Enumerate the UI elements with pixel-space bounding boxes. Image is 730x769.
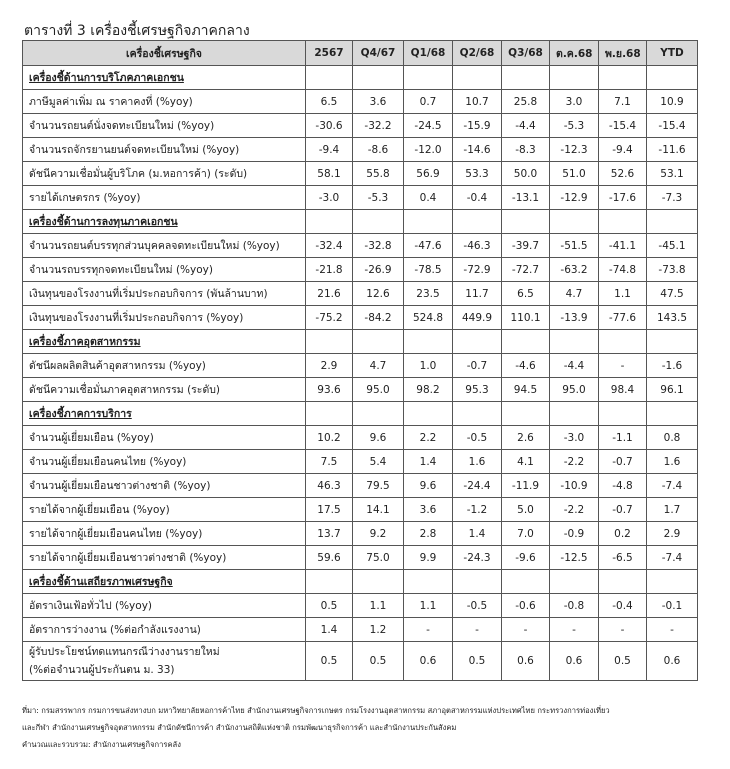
value-cell [550, 210, 599, 234]
table-row [23, 354, 698, 378]
indicator-label-line-1: ผู้รับประโยชน์ทดแทนกรณีว่างงานรายใหม่ [29, 646, 220, 658]
indicator-label: อัตราเงินเฟ้อทั่วไป (%yoy) [23, 594, 306, 618]
value-cell: -10.9 [550, 474, 599, 498]
value-cell: -24.3 [453, 546, 502, 570]
column-header-2567: 2567 [306, 41, 353, 66]
value-cell [550, 570, 599, 594]
value-cell: - [550, 618, 599, 642]
compiled-by-note: คำนวณและรวบรวม: สำนักงานเศรษฐกิจการคลัง [22, 740, 181, 749]
value-cell: 1.1 [404, 594, 453, 618]
section-title: เครื่องชี้ด้านการบริโภคภาคเอกชน [23, 66, 306, 90]
value-cell: 59.6 [306, 546, 353, 570]
value-cell: -2.2 [550, 498, 599, 522]
value-cell: 98.4 [599, 378, 647, 402]
value-cell [404, 210, 453, 234]
value-cell [306, 210, 353, 234]
value-cell: 58.1 [306, 162, 353, 186]
indicator-label [23, 642, 306, 681]
value-cell [453, 66, 502, 90]
value-cell: 95.0 [353, 378, 404, 402]
value-cell: 55.8 [353, 162, 404, 186]
value-cell: -0.5 [453, 426, 502, 450]
value-cell: 7.5 [306, 450, 353, 474]
value-cell: 4.7 [353, 354, 404, 378]
value-cell: 11.7 [453, 282, 502, 306]
indicator-label: เงินทุนของโรงงานที่เริ่มประกอบกิจการ (พันล้านบาท) [23, 282, 306, 306]
value-cell: - [453, 618, 502, 642]
column-header-q3-68: Q3/68 [502, 41, 550, 66]
value-cell: 1.2 [353, 618, 404, 642]
value-cell [404, 330, 453, 354]
value-cell: -32.8 [353, 234, 404, 258]
value-cell: -2.2 [550, 450, 599, 474]
value-cell: 56.9 [404, 162, 453, 186]
value-cell: 1.1 [599, 282, 647, 306]
value-cell: -8.3 [502, 138, 550, 162]
indicator-label: จำนวนรถยนต์บรรทุกส่วนบุคคลจดทะเบียนใหม่ (%yoy) [23, 234, 306, 258]
value-cell: 51.0 [550, 162, 599, 186]
table-row [23, 594, 698, 618]
table-row [23, 426, 698, 450]
indicator-label: ภาษีมูลค่าเพิ่ม ณ ราคาคงที่ (%yoy) [23, 90, 306, 114]
value-cell: -4.6 [502, 354, 550, 378]
column-header-oct-68: ต.ค.68 [550, 41, 599, 66]
value-cell: -30.6 [306, 114, 353, 138]
value-cell: 0.5 [306, 642, 353, 681]
value-cell: 5.0 [502, 498, 550, 522]
value-cell: 52.6 [599, 162, 647, 186]
value-cell [306, 66, 353, 90]
value-cell [404, 66, 453, 90]
value-cell: 21.6 [306, 282, 353, 306]
value-cell: -51.5 [550, 234, 599, 258]
indicator-label: เงินทุนของโรงงานที่เริ่มประกอบกิจการ (%yoy) [23, 306, 306, 330]
value-cell: 17.5 [306, 498, 353, 522]
section-title: เครื่องชี้ภาคอุตสาหกรรม [23, 330, 306, 354]
value-cell: 1.1 [353, 594, 404, 618]
value-cell: -0.7 [599, 450, 647, 474]
indicator-label: อัตราการว่างงาน (%ต่อกำลังแรงงาน) [23, 618, 306, 642]
value-cell: - [647, 618, 698, 642]
value-cell: 9.2 [353, 522, 404, 546]
value-cell: -13.1 [502, 186, 550, 210]
value-cell: -5.3 [353, 186, 404, 210]
value-cell: -12.0 [404, 138, 453, 162]
value-cell: -4.4 [502, 114, 550, 138]
value-cell: 1.4 [306, 618, 353, 642]
value-cell: -0.7 [453, 354, 502, 378]
value-cell: 2.6 [502, 426, 550, 450]
value-cell: -24.4 [453, 474, 502, 498]
indicator-label: รายได้จากผู้เยี่ยมเยือนคนไทย (%yoy) [23, 522, 306, 546]
value-cell: 2.8 [404, 522, 453, 546]
value-cell: -75.2 [306, 306, 353, 330]
value-cell: -7.3 [647, 186, 698, 210]
value-cell: 46.3 [306, 474, 353, 498]
source-note-line-1: ที่มา: กรมสรรพากร กรมการขนส่งทางบก มหาวิทยาลัยหอการค้าไทย สำนักงานเศรษฐกิจการเกษตร กรมโรงงานอุตสาหกรรม สภาอุตสาหกรรมแห่งประเทศไทย กระทรวงการท่องเที่ยว [22, 706, 610, 715]
table-row [23, 186, 698, 210]
value-cell [353, 570, 404, 594]
value-cell: -1.2 [453, 498, 502, 522]
value-cell: 47.5 [647, 282, 698, 306]
value-cell: 53.1 [647, 162, 698, 186]
value-cell: 3.6 [353, 90, 404, 114]
value-cell: 95.0 [550, 378, 599, 402]
column-header-q1-68: Q1/68 [404, 41, 453, 66]
value-cell [353, 402, 404, 426]
value-cell [550, 66, 599, 90]
value-cell: -24.5 [404, 114, 453, 138]
value-cell: -0.9 [550, 522, 599, 546]
economic-indicators-table [22, 40, 698, 681]
table-notes [22, 702, 722, 753]
value-cell [647, 210, 698, 234]
value-cell [599, 210, 647, 234]
indicator-label: จำนวนรถจักรยานยนต์จดทะเบียนใหม่ (%yoy) [23, 138, 306, 162]
value-cell [502, 570, 550, 594]
table-row [23, 258, 698, 282]
table-row [23, 642, 698, 681]
indicator-label: จำนวนผู้เยี่ยมเยือน (%yoy) [23, 426, 306, 450]
value-cell: -21.8 [306, 258, 353, 282]
value-cell: 9.6 [404, 474, 453, 498]
value-cell: -1.1 [599, 426, 647, 450]
value-cell [647, 402, 698, 426]
value-cell [404, 402, 453, 426]
value-cell: -7.4 [647, 546, 698, 570]
value-cell [599, 570, 647, 594]
value-cell: -72.7 [502, 258, 550, 282]
value-cell: -12.5 [550, 546, 599, 570]
value-cell: 2.2 [404, 426, 453, 450]
value-cell [550, 402, 599, 426]
value-cell: 10.7 [453, 90, 502, 114]
column-header-nov-68: พ.ย.68 [599, 41, 647, 66]
value-cell: -0.6 [502, 594, 550, 618]
value-cell: 10.9 [647, 90, 698, 114]
table-body [23, 66, 698, 681]
value-cell: -3.0 [306, 186, 353, 210]
value-cell: -6.5 [599, 546, 647, 570]
value-cell [453, 570, 502, 594]
value-cell: -72.9 [453, 258, 502, 282]
value-cell: 524.8 [404, 306, 453, 330]
value-cell: -15.9 [453, 114, 502, 138]
value-cell [599, 66, 647, 90]
value-cell: 7.0 [502, 522, 550, 546]
value-cell: -4.8 [599, 474, 647, 498]
source-note-line-2: และกีฬา สำนักงานเศรษฐกิจอุตสาหกรรม สำนักดัชนีการค้า สำนักงานสถิติแห่งชาติ กรมพัฒนาธุรกิจการค้า และสำนักงานประกันสังคม [22, 723, 457, 732]
value-cell: -12.3 [550, 138, 599, 162]
value-cell: -0.5 [453, 594, 502, 618]
value-cell: -15.4 [647, 114, 698, 138]
value-cell [306, 402, 353, 426]
value-cell: 13.7 [306, 522, 353, 546]
value-cell: -9.6 [502, 546, 550, 570]
value-cell: 75.0 [353, 546, 404, 570]
value-cell: 3.0 [550, 90, 599, 114]
value-cell: 0.6 [502, 642, 550, 681]
column-header-ytd: YTD [647, 41, 698, 66]
value-cell: 94.5 [502, 378, 550, 402]
value-cell: 79.5 [353, 474, 404, 498]
value-cell: -1.6 [647, 354, 698, 378]
value-cell: 0.5 [306, 594, 353, 618]
value-cell: - [404, 618, 453, 642]
value-cell [550, 330, 599, 354]
table-row [23, 450, 698, 474]
section-header-row [23, 66, 698, 90]
indicator-label: จำนวนผู้เยี่ยมเยือนชาวต่างชาติ (%yoy) [23, 474, 306, 498]
section-title: เครื่องชี้ภาคการบริการ [23, 402, 306, 426]
value-cell: 1.6 [453, 450, 502, 474]
value-cell: 6.5 [502, 282, 550, 306]
table-title: ตารางที่ 3 เครื่องชี้เศรษฐกิจภาคกลาง [24, 23, 250, 39]
value-cell [453, 210, 502, 234]
section-header-row [23, 330, 698, 354]
value-cell: 9.9 [404, 546, 453, 570]
value-cell: -46.3 [453, 234, 502, 258]
value-cell: -12.9 [550, 186, 599, 210]
value-cell [306, 330, 353, 354]
value-cell: -47.6 [404, 234, 453, 258]
indicator-label: ดัชนีความเชื่อมั่นผู้บริโภค (ม.หอการค้า) (ระดับ) [23, 162, 306, 186]
value-cell [502, 66, 550, 90]
value-cell [599, 402, 647, 426]
value-cell: 23.5 [404, 282, 453, 306]
value-cell: 0.6 [647, 642, 698, 681]
value-cell: 95.3 [453, 378, 502, 402]
value-cell: 25.8 [502, 90, 550, 114]
table-row [23, 474, 698, 498]
value-cell: - [599, 354, 647, 378]
value-cell: 0.5 [353, 642, 404, 681]
value-cell: -84.2 [353, 306, 404, 330]
value-cell: 53.3 [453, 162, 502, 186]
value-cell: -45.1 [647, 234, 698, 258]
value-cell: 0.5 [453, 642, 502, 681]
value-cell: 2.9 [306, 354, 353, 378]
indicator-label: ดัชนีผลผลิตสินค้าอุตสาหกรรม (%yoy) [23, 354, 306, 378]
value-cell: -17.6 [599, 186, 647, 210]
value-cell: -9.4 [306, 138, 353, 162]
value-cell: 1.4 [404, 450, 453, 474]
value-cell: -0.4 [453, 186, 502, 210]
table-row [23, 498, 698, 522]
value-cell: 6.5 [306, 90, 353, 114]
value-cell: 0.4 [404, 186, 453, 210]
table-header-row [23, 41, 698, 66]
value-cell [353, 66, 404, 90]
value-cell: 1.4 [453, 522, 502, 546]
value-cell: -32.4 [306, 234, 353, 258]
table-row [23, 90, 698, 114]
value-cell: -8.6 [353, 138, 404, 162]
value-cell [647, 570, 698, 594]
indicator-label: รายได้จากผู้เยี่ยมเยือน (%yoy) [23, 498, 306, 522]
column-header-q2-68: Q2/68 [453, 41, 502, 66]
table-row [23, 522, 698, 546]
value-cell: -14.6 [453, 138, 502, 162]
value-cell: 1.7 [647, 498, 698, 522]
value-cell [353, 210, 404, 234]
value-cell: 7.1 [599, 90, 647, 114]
value-cell: - [502, 618, 550, 642]
value-cell: 0.6 [404, 642, 453, 681]
value-cell: 10.2 [306, 426, 353, 450]
value-cell: 0.6 [550, 642, 599, 681]
table-row [23, 114, 698, 138]
value-cell: -13.9 [550, 306, 599, 330]
value-cell: 4.7 [550, 282, 599, 306]
table-row [23, 162, 698, 186]
section-header-row [23, 570, 698, 594]
value-cell: - [599, 618, 647, 642]
value-cell: 1.6 [647, 450, 698, 474]
value-cell [502, 210, 550, 234]
value-cell: 4.1 [502, 450, 550, 474]
value-cell: -11.6 [647, 138, 698, 162]
value-cell: -26.9 [353, 258, 404, 282]
value-cell: 449.9 [453, 306, 502, 330]
value-cell: 1.0 [404, 354, 453, 378]
value-cell [599, 330, 647, 354]
value-cell: 98.2 [404, 378, 453, 402]
value-cell: 96.1 [647, 378, 698, 402]
value-cell: -39.7 [502, 234, 550, 258]
value-cell [647, 330, 698, 354]
value-cell: -78.5 [404, 258, 453, 282]
value-cell: 0.2 [599, 522, 647, 546]
value-cell [404, 570, 453, 594]
indicator-label: รายได้เกษตรกร (%yoy) [23, 186, 306, 210]
value-cell: 0.8 [647, 426, 698, 450]
value-cell: 2.9 [647, 522, 698, 546]
indicator-label: จำนวนรถบรรทุกจดทะเบียนใหม่ (%yoy) [23, 258, 306, 282]
table-row [23, 282, 698, 306]
value-cell [453, 402, 502, 426]
table-row [23, 546, 698, 570]
indicator-label: จำนวนผู้เยี่ยมเยือนคนไทย (%yoy) [23, 450, 306, 474]
value-cell: 9.6 [353, 426, 404, 450]
value-cell [353, 330, 404, 354]
value-cell [502, 402, 550, 426]
value-cell: -5.3 [550, 114, 599, 138]
value-cell [502, 330, 550, 354]
value-cell: -3.0 [550, 426, 599, 450]
value-cell: -63.2 [550, 258, 599, 282]
value-cell: 3.6 [404, 498, 453, 522]
value-cell: 143.5 [647, 306, 698, 330]
value-cell [453, 330, 502, 354]
value-cell: -4.4 [550, 354, 599, 378]
value-cell [306, 570, 353, 594]
value-cell: 12.6 [353, 282, 404, 306]
section-title: เครื่องชี้ด้านเสถียรภาพเศรษฐกิจ [23, 570, 306, 594]
table-row [23, 306, 698, 330]
value-cell: 110.1 [502, 306, 550, 330]
section-header-row [23, 402, 698, 426]
column-header-q4-67: Q4/67 [353, 41, 404, 66]
value-cell: -15.4 [599, 114, 647, 138]
value-cell: -7.4 [647, 474, 698, 498]
column-header-indicator: เครื่องชี้เศรษฐกิจ [23, 41, 306, 66]
section-header-row [23, 210, 698, 234]
value-cell: 5.4 [353, 450, 404, 474]
value-cell: -73.8 [647, 258, 698, 282]
indicator-label: จำนวนรถยนต์นั่งจดทะเบียนใหม่ (%yoy) [23, 114, 306, 138]
indicator-label: ดัชนีความเชื่อมั่นภาคอุตสาหกรรม (ระดับ) [23, 378, 306, 402]
indicator-label-line-2: (%ต่อจำนวนผู้ประกันตน ม. 33) [29, 664, 175, 676]
value-cell: -0.7 [599, 498, 647, 522]
indicator-label: รายได้จากผู้เยี่ยมเยือนชาวต่างชาติ (%yoy) [23, 546, 306, 570]
value-cell: -0.4 [599, 594, 647, 618]
value-cell: 93.6 [306, 378, 353, 402]
value-cell [647, 66, 698, 90]
value-cell: -32.2 [353, 114, 404, 138]
value-cell: 0.7 [404, 90, 453, 114]
value-cell: -0.1 [647, 594, 698, 618]
value-cell: -9.4 [599, 138, 647, 162]
table-row [23, 618, 698, 642]
value-cell: 50.0 [502, 162, 550, 186]
value-cell: -77.6 [599, 306, 647, 330]
table-row [23, 138, 698, 162]
table-row [23, 378, 698, 402]
value-cell: -74.8 [599, 258, 647, 282]
table-row [23, 234, 698, 258]
section-title: เครื่องชี้ด้านการลงทุนภาคเอกชน [23, 210, 306, 234]
value-cell: -0.8 [550, 594, 599, 618]
value-cell: -11.9 [502, 474, 550, 498]
value-cell: -41.1 [599, 234, 647, 258]
value-cell: 14.1 [353, 498, 404, 522]
value-cell: 0.5 [599, 642, 647, 681]
